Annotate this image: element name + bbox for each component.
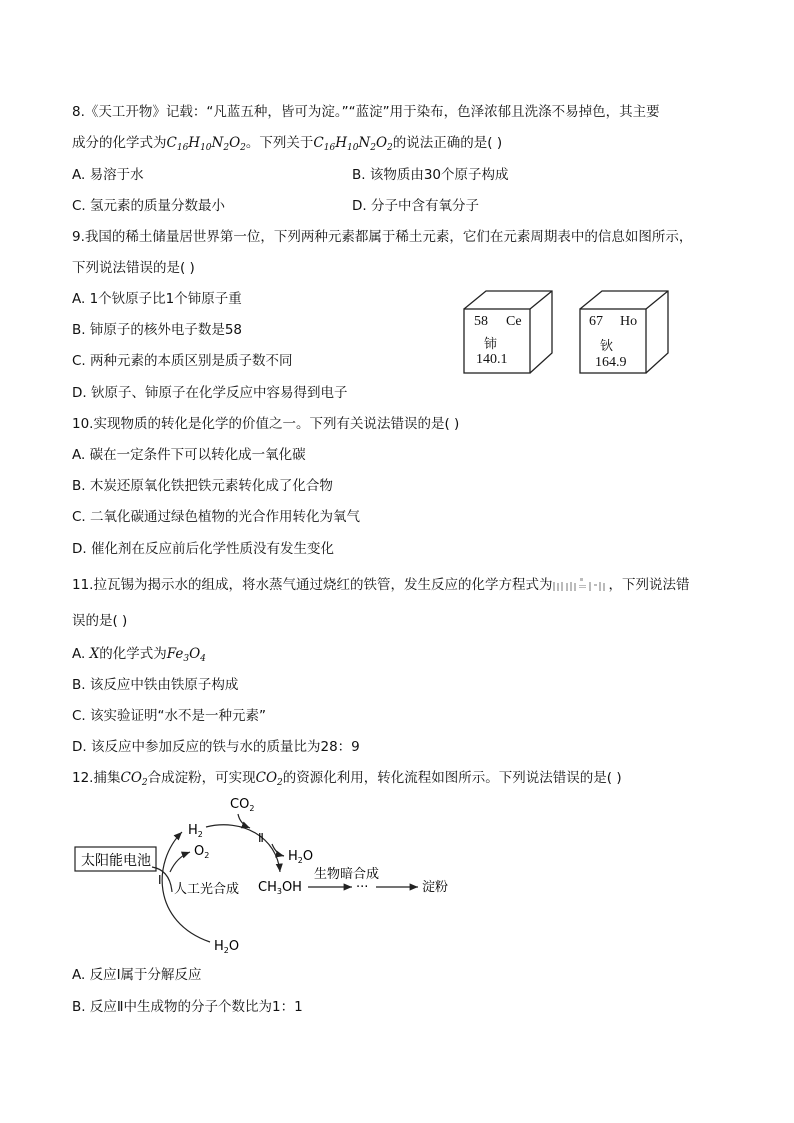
- reaction-i-label: I: [158, 873, 162, 887]
- h2o-bottom-label: $H_2O$: [214, 939, 240, 955]
- dots-label: ···: [356, 880, 369, 895]
- q8-option-a: A. 易溶于水: [72, 167, 144, 183]
- cerium-mass: 140.1: [476, 352, 508, 367]
- h2-label: $H_2$: [188, 823, 203, 839]
- q10-stem: 10.实现物质的转化是化学的价值之一。下列有关说法错误的是( ): [72, 416, 460, 432]
- cerium-number: 58: [474, 314, 488, 329]
- q8-option-c: C. 氢元素的质量分数最小: [72, 198, 226, 214]
- starch-label: 淀粉: [422, 880, 449, 895]
- q11-option-a: A. X的化学式为$Fe_3O_4$: [72, 646, 206, 664]
- fe3o4-formula: $Fe_3O_4$: [166, 646, 206, 664]
- ch3oh-label: $CH_3OH$: [258, 880, 302, 896]
- q9-option-c: C. 两种元素的本质区别是质子数不同: [72, 353, 293, 369]
- reaction-ii-label: Ⅱ: [258, 831, 264, 845]
- holmium-mass: 164.9: [595, 355, 627, 370]
- co2-formula: $CO_2$: [120, 770, 148, 788]
- q8-formula: $C_{16}H_{10}N_2O_2$: [166, 135, 246, 153]
- q9-option-d: D. 钬原子、铈原子在化学反应中容易得到电子: [72, 385, 348, 401]
- holmium-number: 67: [589, 314, 603, 329]
- q11-option-d: D. 该反应中参加反应的铁与水的质量比为28：9: [72, 739, 360, 755]
- q8-stem-line1: 8.《天工开物》记载：“凡蓝五种，皆可为淀。”“蓝淀”用于染布，色泽浓郁且洗涤不易掉色，其主要: [72, 104, 660, 120]
- q11-stem-line2: 误的是( ): [72, 613, 128, 629]
- bio-synthesis-label: 生物暗合成: [314, 867, 380, 882]
- q8-option-d: D. 分子中含有氧分子: [352, 198, 479, 214]
- chemical-equation-image: [552, 576, 608, 594]
- q10-option-b: B. 木炭还原氧化铁把铁元素转化成了化合物: [72, 478, 333, 494]
- q12-option-a: A. 反应Ⅰ属于分解反应: [72, 967, 202, 983]
- h2o-top-label: $H_2O$: [288, 849, 314, 865]
- q9-option-a: A. 1个钬原子比1个铈原子重: [72, 291, 242, 307]
- q10-option-c: C. 二氧化碳通过绿色植物的光合作用转化为氧气: [72, 509, 361, 525]
- oxygen-arrow: [170, 852, 190, 872]
- cerium-name: 铈: [484, 337, 498, 352]
- co2-label: $CO_2$: [230, 797, 255, 813]
- q9-option-b: B. 铈原子的核外电子数是58: [72, 322, 243, 338]
- co2-in-arrow: [238, 814, 250, 828]
- o2-label: $O_2$: [194, 844, 210, 860]
- q12-option-b: B. 反应Ⅱ中生成物的分子个数比为1：1: [72, 999, 303, 1015]
- starch-synthesis-diagram: [72, 792, 472, 957]
- q11-option-c: C. 该实验证明“水不是一种元素”: [72, 708, 266, 724]
- q9-stem-line2: 下列说法错误的是( ): [72, 260, 195, 276]
- solar-battery-label: 太阳能电池: [81, 853, 151, 869]
- cerium-symbol: Ce: [506, 314, 522, 329]
- reaction-ii-arrow: [206, 825, 280, 872]
- q8-stem-line2: 成分的化学式为$C_{16}H_{10}N_2O_2$。下列关于$C_{16}H_{10}N_2O_2$的说法正确的是( ): [72, 135, 503, 153]
- q11-option-b: B. 该反应中铁由铁原子构成: [72, 677, 239, 693]
- q10-option-d: D. 催化剂在反应前后化学性质没有发生变化: [72, 541, 334, 557]
- artificial-synthesis-label: 人工光合成: [174, 882, 240, 897]
- q11-stem-line1: 11.拉瓦锡为揭示水的组成，将水蒸气通过烧红的铁管，发生反应的化学方程式为 ，下列说法错: [72, 577, 690, 593]
- holmium-name: 钬: [600, 339, 614, 354]
- holmium-symbol: Ho: [620, 314, 638, 329]
- q10-option-a: A. 碳在一定条件下可以转化成一氧化碳: [72, 447, 306, 463]
- q8-formula-2: $C_{16}H_{10}N_2O_2$: [313, 135, 393, 153]
- q8-option-b: B. 该物质由30个原子构成: [352, 167, 509, 183]
- q9-stem-line1: 9.我国的稀土储量居世界第一位，下列两种元素都属于稀土元素，它们在元素周期表中的信息如图所示，: [72, 229, 693, 245]
- q12-stem: 12.捕集$CO_2$合成淀粉，可实现$CO_2$的资源化利用，转化流程如图所示。下列说法错误的是( ): [72, 770, 622, 788]
- co2-formula-2: $CO_2$: [255, 770, 283, 788]
